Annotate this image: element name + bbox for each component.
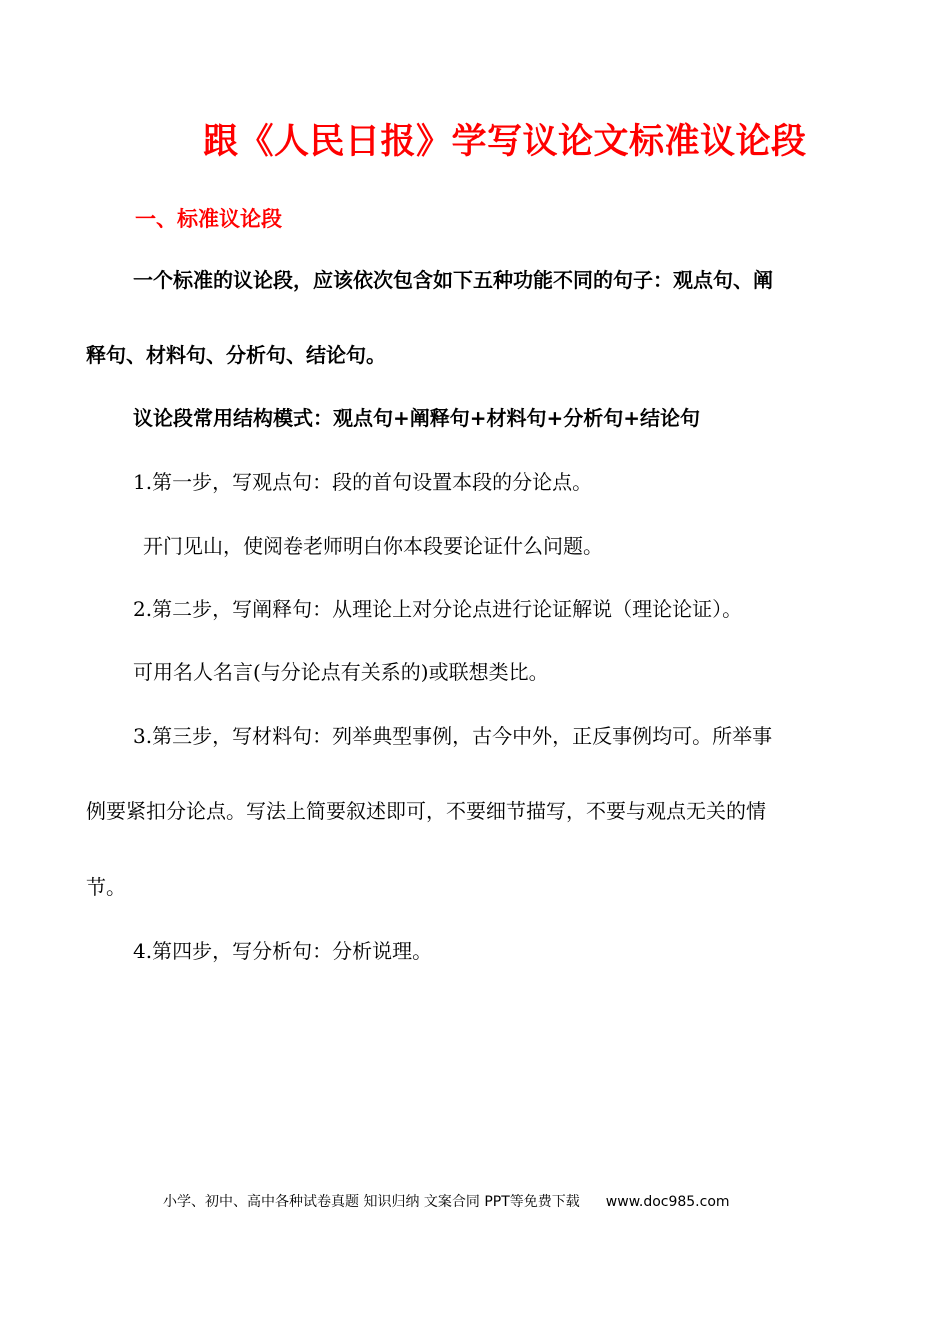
footer-text: 小学、初中、高中各种试卷真题 知识归纳 文案合同 PPT等免费下载 (163, 1194, 580, 1210)
step-3-line-1: 3.第三步，写材料句：列举典型事例，古今中外，正反事例均可。所举事 (133, 724, 773, 748)
step-4-line: 4.第四步，写分析句：分析说理。 (133, 939, 433, 963)
structure-pattern-line: 议论段常用结构模式：观点句+阐释句+材料句+分析句+结论句 (133, 406, 701, 430)
document-title: 跟《人民日报》学写议论文标准议论段 (203, 122, 807, 162)
step-3-line-3: 节。 (86, 875, 126, 899)
footer-site-link[interactable]: www.doc985.com (605, 1194, 730, 1210)
step-3-line-2: 例要紧扣分论点。写法上简要叙述即可，不要细节描写，不要与观点无关的情 (86, 799, 766, 823)
step-1-note: 开门见山，使阅卷老师明白你本段要论证什么问题。 (143, 534, 603, 558)
intro-line-2: 释句、材料句、分析句、结论句。 (86, 343, 386, 367)
intro-line-1: 一个标准的议论段，应该依次包含如下五种功能不同的句子：观点句、阐 (133, 268, 773, 292)
page-footer (163, 1191, 730, 1211)
section-heading: 一、标准议论段 (135, 207, 282, 231)
step-1-line: 1.第一步，写观点句：段的首句设置本段的分论点。 (133, 470, 593, 494)
step-2-line: 2.第二步，写阐释句：从理论上对分论点进行论证解说（理论论证）。 (133, 597, 743, 621)
step-2-note: 可用名人名言(与分论点有关系的)或联想类比。 (133, 660, 549, 684)
